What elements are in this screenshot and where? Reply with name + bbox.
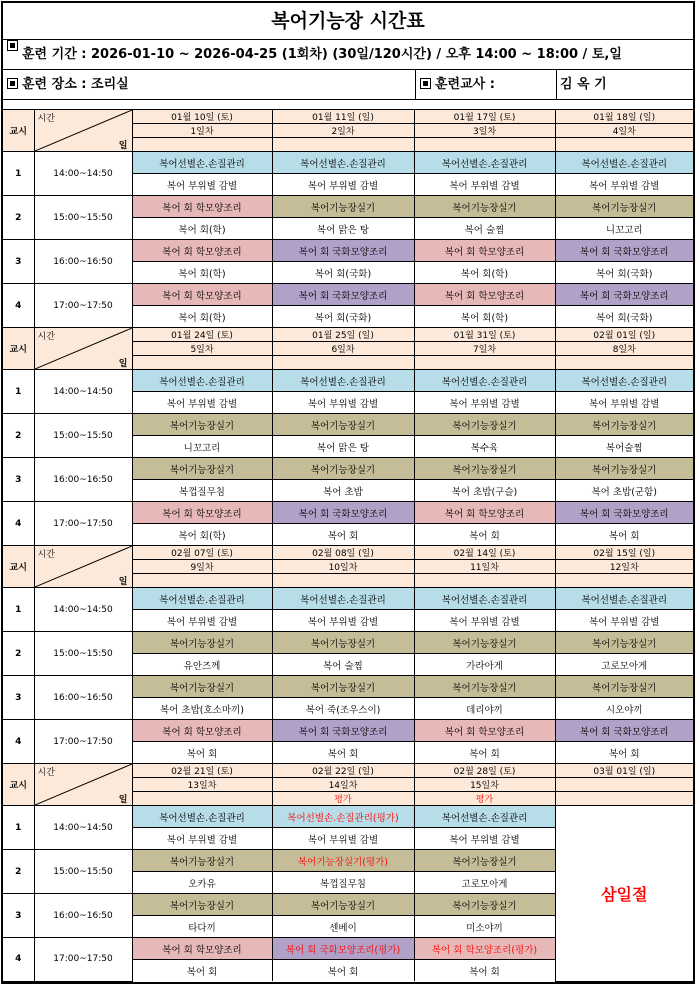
subject-cell: 복어선별손.손질관리 (555, 152, 693, 174)
subject-cell: 복어 회 학모양조리 (414, 502, 555, 524)
period-number: 3 (3, 240, 34, 284)
period-number: 4 (3, 284, 34, 328)
topic-cell: 데리야끼 (414, 698, 555, 720)
subject-cell: 복어기능장실기 (272, 196, 414, 218)
day-note (132, 138, 272, 152)
corner-time-label: 시간 (37, 332, 55, 342)
subject-cell: 복어기능장실기 (272, 632, 414, 654)
day-note (272, 356, 414, 370)
topic-cell: 복어 회 (414, 524, 555, 546)
week-header-date-row (3, 328, 693, 342)
topic-cell: 복어 부위별 감별 (414, 610, 555, 632)
corner-time-label: 시간 (37, 114, 55, 124)
topic-cell: 니꼬고리 (555, 218, 693, 240)
kyosi-header: 교시 (3, 764, 34, 806)
period-number: 1 (3, 588, 34, 632)
week-header-date-row (3, 110, 693, 124)
day-number: 6일차 (272, 342, 414, 356)
topic-cell: 복어 죽(조우스이) (272, 698, 414, 720)
day-number (555, 778, 693, 792)
day-date: 01월 17일 (토) (414, 110, 555, 124)
subject-cell: 복어 회 학모양조리 (132, 720, 272, 742)
topic-cell: 복어 회 (555, 524, 693, 546)
subject-cell: 복어선별손.손질관리 (132, 152, 272, 174)
topic-cell: 복어 술찜 (272, 654, 414, 676)
time-day-corner (34, 328, 132, 370)
time-day-corner (34, 110, 132, 152)
day-note (414, 356, 555, 370)
topic-cell: 복어 초밥 (272, 480, 414, 502)
topic-cell: 복어 회 (555, 742, 693, 764)
period-time: 14:00~14:50 (34, 588, 132, 632)
period-time: 16:00~16:50 (34, 240, 132, 284)
subject-cell: 복어 회 학모양조리 (414, 720, 555, 742)
day-date: 02월 08일 (일) (272, 546, 414, 560)
period-subject-row (3, 676, 693, 698)
subject-cell: 복어기능장실기 (132, 676, 272, 698)
day-date: 01월 18일 (일) (555, 110, 693, 124)
topic-cell: 복어 초밥(군함) (555, 480, 693, 502)
subject-cell: 복어 회 국화모양조리 (272, 720, 414, 742)
subject-cell: 복어기능장실기 (555, 196, 693, 218)
subject-cell: 복어 회 국화모양조리 (555, 240, 693, 262)
subject-cell: 복어기능장실기 (414, 196, 555, 218)
day-number: 10일차 (272, 560, 414, 574)
period-time: 14:00~14:50 (34, 806, 132, 850)
period-time: 15:00~15:50 (34, 414, 132, 458)
day-number: 15일차 (414, 778, 555, 792)
period-subject-row (3, 414, 693, 436)
period-subject-row (3, 806, 693, 828)
subject-cell: 복어기능장실기 (272, 458, 414, 480)
day-number: 14일차 (272, 778, 414, 792)
subject-cell: 복어기능장실기(평가) (272, 850, 414, 872)
subject-cell: 복어 회 국화모양조리(평가) (272, 938, 414, 960)
day-note (414, 574, 555, 588)
topic-cell: 복어 회 (132, 742, 272, 764)
topic-cell: 복어 부위별 감별 (132, 174, 272, 196)
topic-cell: 복어 회(국화) (555, 262, 693, 284)
subject-cell: 복어 회 국화모양조리 (272, 240, 414, 262)
topic-cell: 복어 부위별 감별 (414, 392, 555, 414)
day-number: 3일차 (414, 124, 555, 138)
period-time: 16:00~16:50 (34, 458, 132, 502)
place-teacher-row (3, 70, 693, 100)
topic-cell: 복어 부위별 감별 (272, 828, 414, 850)
day-number: 8일차 (555, 342, 693, 356)
topic-cell: 복어 초밥(호소마끼) (132, 698, 272, 720)
place-cell (3, 70, 416, 99)
topic-cell: 니꼬고리 (132, 436, 272, 458)
topic-cell: 복어 부위별 감별 (132, 828, 272, 850)
day-note: 평가 (414, 792, 555, 806)
period-time: 14:00~14:50 (34, 152, 132, 196)
period-time: 17:00~17:50 (34, 938, 132, 982)
period-time: 16:00~16:50 (34, 676, 132, 720)
period-subject-row (3, 720, 693, 742)
day-note: 평가 (272, 792, 414, 806)
subject-cell: 복어 회 학모양조리(평가) (414, 938, 555, 960)
period-subject-row (3, 588, 693, 610)
topic-cell: 복어 부위별 감별 (555, 392, 693, 414)
day-note (555, 138, 693, 152)
subject-cell: 복어 회 학모양조리 (132, 938, 272, 960)
day-date: 02월 14일 (토) (414, 546, 555, 560)
topic-cell: 복어 맑은 탕 (272, 436, 414, 458)
topic-cell: 복어 부위별 감별 (272, 610, 414, 632)
subject-cell: 복어기능장실기 (414, 458, 555, 480)
week-header-date-row (3, 546, 693, 560)
day-number: 12일차 (555, 560, 693, 574)
day-date: 01월 25일 (일) (272, 328, 414, 342)
subject-cell: 복어 회 학모양조리 (132, 284, 272, 306)
subject-cell: 복어선별손.손질관리 (555, 370, 693, 392)
corner-time-label: 시간 (37, 768, 55, 778)
period-number: 2 (3, 632, 34, 676)
topic-cell: 복어 회 (414, 960, 555, 982)
topic-cell: 복어 회(국화) (272, 262, 414, 284)
day-number: 4일차 (555, 124, 693, 138)
topic-cell: 복어 회 (414, 742, 555, 764)
day-date: 02월 22일 (일) (272, 764, 414, 778)
topic-cell: 고로모아게 (414, 872, 555, 894)
subject-cell: 복어 회 학모양조리 (414, 240, 555, 262)
subject-cell: 복어선별손.손질관리 (132, 370, 272, 392)
corner-day-label: 일 (118, 141, 128, 151)
day-date: 02월 21일 (토) (132, 764, 272, 778)
topic-cell: 복수육 (414, 436, 555, 458)
corner-time-label: 시간 (37, 550, 55, 560)
period-time: 17:00~17:50 (34, 720, 132, 764)
topic-cell: 복어 맑은 탕 (272, 218, 414, 240)
day-date: 01월 31일 (토) (414, 328, 555, 342)
corner-day-label: 일 (118, 577, 128, 587)
period-number: 4 (3, 720, 34, 764)
day-note (132, 792, 272, 806)
subject-cell: 복어선별손.손질관리 (272, 588, 414, 610)
period-number: 2 (3, 850, 34, 894)
period-subject-row (3, 284, 693, 306)
day-date: 01월 24일 (토) (132, 328, 272, 342)
day-note (272, 574, 414, 588)
holiday-cell: 삼일절 (555, 806, 693, 982)
subject-cell: 복어 회 학모양조리 (132, 502, 272, 524)
subject-cell: 복어 회 학모양조리 (132, 196, 272, 218)
period-number: 2 (3, 414, 34, 458)
period-number: 4 (3, 502, 34, 546)
period-time: 15:00~15:50 (34, 196, 132, 240)
subject-cell: 복어선별손.손질관리 (272, 152, 414, 174)
teacher-label: 훈련교사 : (435, 77, 495, 92)
day-note (414, 138, 555, 152)
period-subject-row (3, 152, 693, 174)
topic-cell: 복어 회 (132, 960, 272, 982)
topic-cell: 복어 회 (272, 524, 414, 546)
day-date: 02월 15일 (일) (555, 546, 693, 560)
day-note (272, 138, 414, 152)
day-number: 7일차 (414, 342, 555, 356)
topic-cell: 복어 술찜 (414, 218, 555, 240)
subject-cell: 복어 회 국화모양조리 (272, 502, 414, 524)
period-subject-row (3, 632, 693, 654)
subject-cell: 복어선별손.손질관리 (132, 588, 272, 610)
kyosi-header: 교시 (3, 110, 34, 152)
topic-cell: 복어 회(학) (132, 218, 272, 240)
corner-day-label: 일 (118, 795, 128, 805)
topic-cell: 유안즈께 (132, 654, 272, 676)
topic-cell: 복어 회(학) (414, 262, 555, 284)
day-date: 02월 28일 (토) (414, 764, 555, 778)
topic-cell: 복껍질무침 (272, 872, 414, 894)
day-date: 02월 07일 (토) (132, 546, 272, 560)
day-number: 13일차 (132, 778, 272, 792)
corner-day-label: 일 (118, 359, 128, 369)
subject-cell: 복어선별손.손질관리 (555, 588, 693, 610)
topic-cell: 오카유 (132, 872, 272, 894)
subject-cell: 복어선별손.손질관리 (414, 152, 555, 174)
time-day-corner (34, 764, 132, 806)
day-note (555, 356, 693, 370)
period-number: 3 (3, 894, 34, 938)
subject-cell: 복어기능장실기 (132, 458, 272, 480)
period-subject-row (3, 240, 693, 262)
topic-cell: 복어 부위별 감별 (414, 174, 555, 196)
day-date: 01월 10일 (토) (132, 110, 272, 124)
period-time: 14:00~14:50 (34, 370, 132, 414)
subject-cell: 복어선별손.손질관리 (414, 806, 555, 828)
subject-cell: 복어기능장실기 (132, 894, 272, 916)
topic-cell: 복어 회(국화) (272, 306, 414, 328)
subject-cell: 복어 회 학모양조리 (414, 284, 555, 306)
subject-cell: 복어기능장실기 (414, 414, 555, 436)
topic-cell: 미소야끼 (414, 916, 555, 938)
subject-cell: 복어기능장실기 (414, 850, 555, 872)
topic-cell: 복어 부위별 감별 (272, 392, 414, 414)
training-place: 훈련 장소 : 조리실 (22, 77, 129, 92)
subject-cell: 복어기능장실기 (132, 414, 272, 436)
topic-cell: 복어술찜 (555, 436, 693, 458)
kyosi-header: 교시 (3, 328, 34, 370)
period-time: 16:00~16:50 (34, 894, 132, 938)
training-period-row (3, 40, 693, 70)
subject-cell: 복어기능장실기 (272, 414, 414, 436)
square-bullet-icon (420, 78, 431, 89)
topic-cell: 복어 회 (272, 960, 414, 982)
topic-cell: 가라아게 (414, 654, 555, 676)
period-subject-row (3, 458, 693, 480)
day-date: 03월 01일 (일) (555, 764, 693, 778)
topic-cell: 타다끼 (132, 916, 272, 938)
subject-cell: 복어 회 국화모양조리 (555, 720, 693, 742)
period-number: 2 (3, 196, 34, 240)
subject-cell: 복어기능장실기 (132, 850, 272, 872)
subject-cell: 복어 회 국화모양조리 (555, 284, 693, 306)
period-number: 3 (3, 676, 34, 720)
day-note (132, 574, 272, 588)
topic-cell: 복어 회(학) (132, 524, 272, 546)
topic-cell: 시오야끼 (555, 698, 693, 720)
subject-cell: 복어기능장실기 (555, 632, 693, 654)
schedule-table (3, 110, 693, 982)
topic-cell: 복껍질무침 (132, 480, 272, 502)
teacher-name: 김 옥 기 (560, 77, 607, 92)
day-number: 11일차 (414, 560, 555, 574)
subject-cell: 복어 회 국화모양조리 (555, 502, 693, 524)
topic-cell: 센베이 (272, 916, 414, 938)
page-title: 복어기능장 시간표 (3, 3, 693, 40)
period-time: 15:00~15:50 (34, 632, 132, 676)
topic-cell: 복어 회(국화) (555, 306, 693, 328)
day-number: 9일차 (132, 560, 272, 574)
subject-cell: 복어선별손.손질관리(평가) (272, 806, 414, 828)
subject-cell: 복어기능장실기 (555, 458, 693, 480)
topic-cell: 복어 회 (272, 742, 414, 764)
period-number: 1 (3, 370, 34, 414)
day-date: 02월 01일 (일) (555, 328, 693, 342)
subject-cell: 복어기능장실기 (555, 414, 693, 436)
training-period: 훈련 기간 : 2026-01-10 ~ 2026-04-25 (1회차) (30일/120시간) / 오후 14:00 ~ 18:00 / 토,일 (22, 47, 622, 62)
topic-cell: 복어 부위별 감별 (555, 610, 693, 632)
subject-cell: 복어 회 학모양조리 (132, 240, 272, 262)
subject-cell: 복어선별손.손질관리 (132, 806, 272, 828)
period-number: 1 (3, 152, 34, 196)
topic-cell: 고로모아게 (555, 654, 693, 676)
subject-cell: 복어 회 국화모양조리 (272, 284, 414, 306)
topic-cell: 복어 부위별 감별 (414, 828, 555, 850)
subject-cell: 복어선별손.손질관리 (414, 370, 555, 392)
period-number: 4 (3, 938, 34, 982)
teacher-label-cell (416, 70, 557, 99)
period-subject-row (3, 502, 693, 524)
week-header-date-row (3, 764, 693, 778)
topic-cell: 복어 초밥(구슬) (414, 480, 555, 502)
timetable-sheet (1, 1, 695, 984)
square-bullet-icon (7, 40, 18, 51)
period-time: 17:00~17:50 (34, 502, 132, 546)
day-number: 1일차 (132, 124, 272, 138)
topic-cell: 복어 부위별 감별 (272, 174, 414, 196)
subject-cell: 복어기능장실기 (132, 632, 272, 654)
topic-cell: 복어 회(학) (132, 262, 272, 284)
day-note (555, 574, 693, 588)
square-bullet-icon (7, 78, 18, 89)
subject-cell: 복어선별손.손질관리 (272, 370, 414, 392)
kyosi-header: 교시 (3, 546, 34, 588)
period-number: 1 (3, 806, 34, 850)
subject-cell: 복어기능장실기 (555, 676, 693, 698)
subject-cell: 복어기능장실기 (272, 676, 414, 698)
subject-cell: 복어기능장실기 (414, 676, 555, 698)
period-number: 3 (3, 458, 34, 502)
day-note (555, 792, 693, 806)
time-day-corner (34, 546, 132, 588)
topic-cell: 복어 부위별 감별 (132, 392, 272, 414)
topic-cell: 복어 부위별 감별 (132, 610, 272, 632)
period-time: 17:00~17:50 (34, 284, 132, 328)
period-time: 15:00~15:50 (34, 850, 132, 894)
topic-cell: 복어 회(학) (414, 306, 555, 328)
topic-cell: 복어 회(학) (132, 306, 272, 328)
period-subject-row (3, 370, 693, 392)
subject-cell: 복어기능장실기 (414, 632, 555, 654)
subject-cell: 복어기능장실기 (272, 894, 414, 916)
subject-cell: 복어기능장실기 (414, 894, 555, 916)
subject-cell: 복어선별손.손질관리 (414, 588, 555, 610)
day-number: 2일차 (272, 124, 414, 138)
day-note (132, 356, 272, 370)
spacer-row (3, 100, 693, 110)
period-subject-row (3, 196, 693, 218)
day-number: 5일차 (132, 342, 272, 356)
topic-cell: 복어 부위별 감별 (555, 174, 693, 196)
day-date: 01월 11일 (일) (272, 110, 414, 124)
